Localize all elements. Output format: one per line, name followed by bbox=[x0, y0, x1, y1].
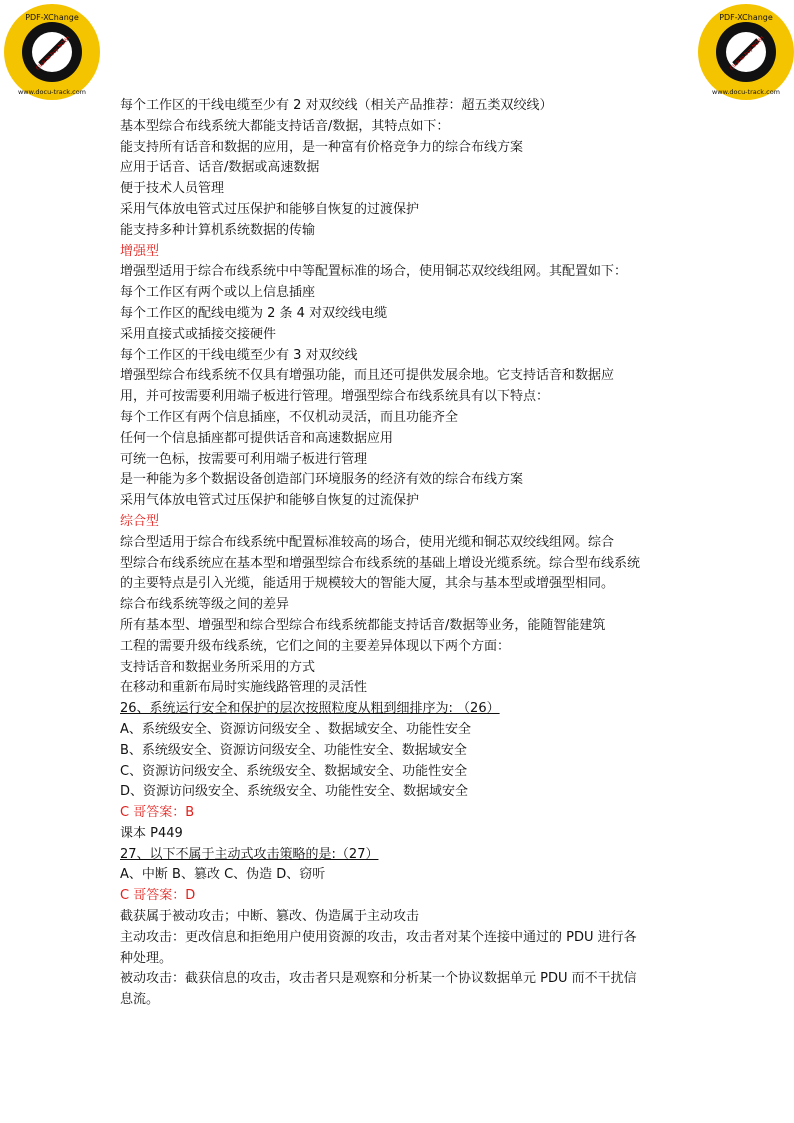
text-line: 基本型综合布线系统大都能支持话音/数据，其特点如下： bbox=[120, 118, 450, 134]
text-line: 是一种能为多个数据设备创造部门环境服务的经济有效的综合布线方案 bbox=[120, 472, 524, 488]
text-line: 支持话音和数据业务所采用的方式 bbox=[120, 659, 316, 675]
text-line: 每个工作区的干线电缆至少有 3 对双绞线 bbox=[120, 347, 358, 363]
text-line: 综合型适用于综合布线系统中配置标准较高的场合，使用光缆和铜芯双绞线组网。综合 bbox=[120, 534, 615, 550]
text-line: 能支持多种计算机系统数据的传输 bbox=[120, 222, 316, 238]
text-line: 增强型适用于综合布线系统中中等配置标准的场合，使用铜芯双绞线组网。其配置如下： bbox=[120, 264, 628, 280]
text-line: 工程的需要升级布线系统，它们之间的主要差异体现以下两个方面： bbox=[120, 638, 511, 654]
options-27: A、中断 B、篡改 C、伪造 D、窃听 bbox=[120, 867, 326, 883]
option-d: D、资源访问级安全、系统级安全、功能性安全、数据域安全 bbox=[120, 784, 469, 800]
question-27: 27、以下不属于主动式攻击策略的是:（27） bbox=[120, 846, 379, 862]
text-line: 采用气体放电管式过压保护和能够自恢复的过流保护 bbox=[120, 493, 420, 509]
text-line: 种处理。 bbox=[120, 950, 173, 966]
option-c: C、资源访问级安全、系统级安全、数据域安全、功能性安全 bbox=[120, 763, 468, 779]
svg-text:PDF-XChange: PDF-XChange bbox=[719, 13, 773, 22]
text-line: 在移动和重新布局时实施线路管理的灵活性 bbox=[120, 680, 368, 696]
answer-27: C 哥答案：D bbox=[120, 888, 196, 904]
pdf-xchange-badge-right[interactable] bbox=[694, 0, 794, 104]
text-line: 可统一色标，按需要可利用端子板进行管理 bbox=[120, 451, 368, 467]
text-line: 课本 P449 bbox=[120, 825, 183, 841]
text-line: 截获属于被动攻击；中断、篡改、伪造属于主动攻击 bbox=[120, 909, 420, 925]
text-line: 用，并可按需要利用端子板进行管理。增强型综合布线系统具有以下特点： bbox=[120, 389, 550, 405]
pdf-xchange-badge-left[interactable] bbox=[0, 0, 104, 104]
option-a: A、系统级安全、资源访问级安全 、数据域安全、功能性安全 bbox=[120, 721, 472, 737]
text-line: 每个工作区有两个或以上信息插座 bbox=[120, 285, 316, 301]
text-line: 的主要特点是引入光缆，能适用于规模较大的智能大厦，其余与基本型或增强型相同。 bbox=[120, 576, 615, 592]
text-line: 被动攻击：截获信息的攻击，攻击者只是观察和分析某一个协议数据单元 PDU 而不干扰信 bbox=[120, 971, 637, 987]
text-line: 应用于话音、话音/数据或高速数据 bbox=[120, 160, 320, 176]
answer-26: C 哥答案：B bbox=[120, 805, 195, 821]
text-line: 能支持所有话音和数据的应用，是一种富有价格竞争力的综合布线方案 bbox=[120, 139, 524, 155]
text-line: 任何一个信息插座都可提供话音和高速数据应用 bbox=[120, 430, 394, 446]
text-line: 所有基本型、增强型和综合型综合布线系统都能支持话音/数据等业务，能随智能建筑 bbox=[120, 617, 606, 633]
pdf-xchange-logo-icon bbox=[0, 0, 104, 104]
text-line: 增强型综合布线系统不仅具有增强功能，而且还可提供发展余地。它支持话音和数据应 bbox=[120, 368, 615, 384]
text-line: 息流。 bbox=[120, 992, 160, 1008]
text-line: 采用直接式或插接交接硬件 bbox=[120, 326, 277, 342]
svg-text:www.docu-track.com: www.docu-track.com bbox=[17, 88, 87, 96]
svg-text:Click to buy NOW!: Click to buy NOW! bbox=[729, 35, 766, 72]
text-line: 便于技术人员管理 bbox=[120, 181, 225, 197]
option-b: B、系统级安全、资源访问级安全、功能性安全、数据域安全 bbox=[120, 742, 467, 758]
text-line: 每个工作区有两个信息插座，不仅机动灵活，而且功能齐全 bbox=[120, 409, 459, 425]
question-26: 26、系统运行安全和保护的层次按照粒度从粗到细排序为: （26） bbox=[120, 701, 500, 717]
document-body bbox=[120, 96, 680, 1011]
pdf-xchange-logo-icon bbox=[694, 0, 794, 104]
text-line: 每个工作区的干线电缆至少有 2 对双绞线（相关产品推荐：超五类双绞线） bbox=[120, 98, 553, 113]
svg-text:PDF-XChange: PDF-XChange bbox=[25, 13, 79, 22]
text-line: 型综合布线系统应在基本型和增强型综合布线系统的基础上增设光缆系统。综合型布线系统 bbox=[120, 555, 641, 571]
section-heading-enhanced: 增强型 bbox=[120, 243, 160, 259]
text-line: 综合布线系统等级之间的差异 bbox=[120, 597, 290, 613]
svg-text:Click to buy NOW!: Click to buy NOW! bbox=[35, 35, 72, 72]
text-line: 主动攻击：更改信息和拒绝用户使用资源的攻击，攻击者对某个连接中通过的 PDU 进行各 bbox=[120, 929, 637, 945]
svg-text:www.docu-track.com: www.docu-track.com bbox=[711, 88, 781, 96]
text-line: 每个工作区的配线电缆为 2 条 4 对双绞线电缆 bbox=[120, 305, 388, 321]
text-line: 采用气体放电管式过压保护和能够自恢复的过渡保护 bbox=[120, 201, 420, 217]
section-heading-integrated: 综合型 bbox=[120, 513, 160, 529]
